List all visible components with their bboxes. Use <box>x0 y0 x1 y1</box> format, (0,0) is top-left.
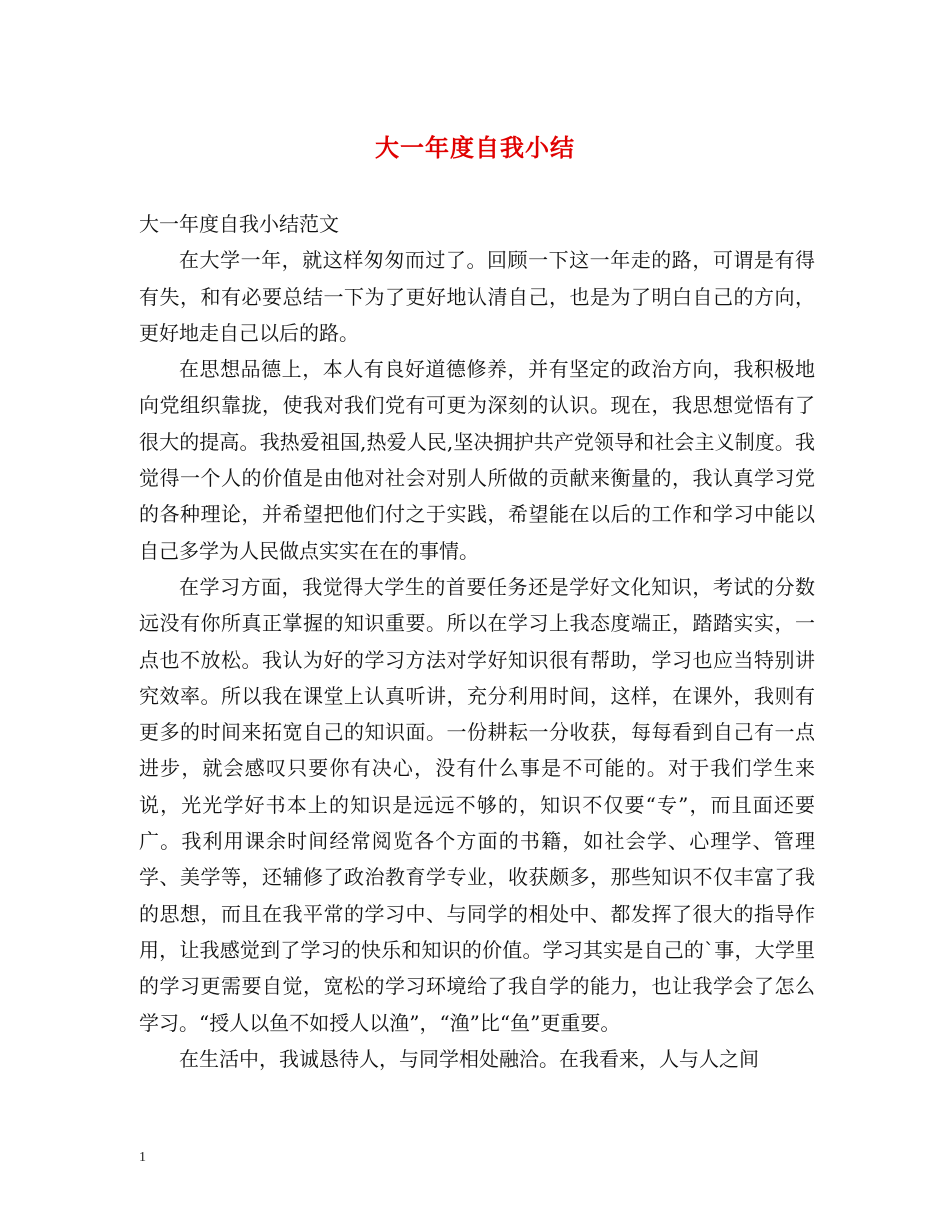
page-number: 1 <box>139 1150 146 1165</box>
paragraph-life: 在生活中，我诚恳待人，与同学相处融洽。在我看来，人与人之间 <box>179 1046 759 1071</box>
document-body <box>139 206 815 1077</box>
paragraph-study: 在学习方面，我觉得大学生的首要任务还是学好文化知识，考试的分数远没有你所真正掌握的知识重要。所以在学习上我态度端正，踏踏实实，一点也不放松。我认为好的学习方法对学好知识很有帮助，学习也应当特别讲究效率。所以我在课堂上认真听讲，充分利用时间，这样，在课外，我则有更多的时间来拓宽自己的知识面。一份耕耘一分收获，每每看到自己有一点进步，就会感叹只要你有决心，没有什么事是不可能的。对于我们学生来说，光光学好书本上的知识是远远不够的，知识不仅要“专”，而且面还要广。我利用课余时间经常阅览各个方面的书籍，如社会学、心理学、管理学、美学等，还辅修了政治教育学专业，收获颇多，那些知识不仅丰富了我的思想，而且在我平常的学习中、与同学的相处中、都发挥了很大的指导作用，让我感觉到了学习的快乐和知识的价值。学习其实是自己的`事，大学里的学习更需要自觉，宽松的学习环境给了我自学的能力，也让我学会了怎么学习。“授人以鱼不如授人以渔”，“渔”比“鱼”更重要。 <box>139 574 815 1035</box>
page-title: 大一年度自我小结 <box>375 133 575 162</box>
paragraph-ideology: 在思想品德上，本人有良好道德修养，并有坚定的政治方向，我积极地向党组织靠拢，使我对我们党有可更为深刻的认识。现在，我思想觉悟有了很大的提高。我热爱祖国,热爱人民,坚决拥护共产党领导和社会主义制度。我觉得一个人的价值是由他对社会对别人所做的贡献来衡量的，我认真学习党的各种理论，并希望把他们付之于实践，希望能在以后的工作和学习中能以自己多学为人民做点实实在在的事情。 <box>139 357 815 563</box>
document-subtitle: 大一年度自我小结范文 <box>139 212 339 236</box>
paragraph-intro: 在大学一年，就这样匆匆而过了。回顾一下这一年走的路，可谓是有得有失，和有必要总结一下为了更好地认清自己，也是为了明白自己的方向，更好地走自己以后的路。 <box>139 248 815 345</box>
